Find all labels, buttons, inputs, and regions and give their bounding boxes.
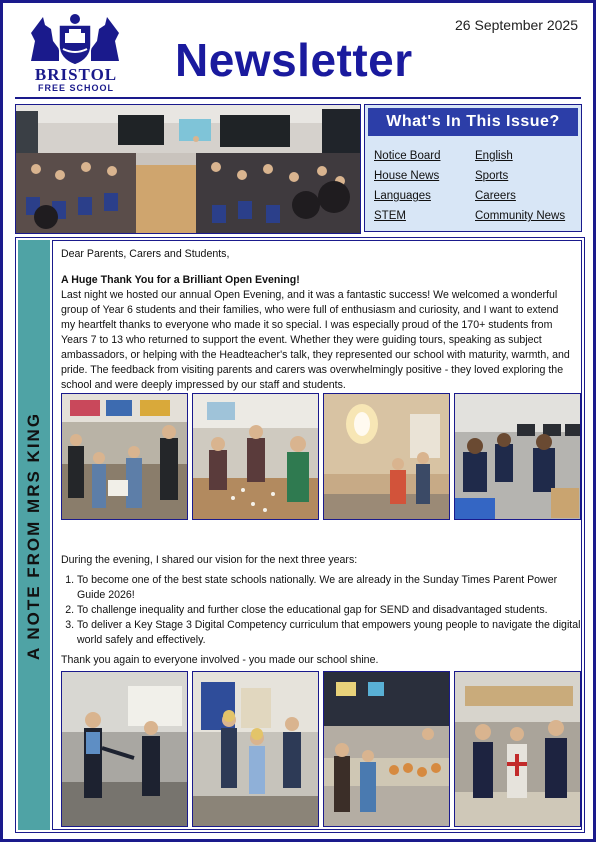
toc-link-stem[interactable]: STEM [374,210,406,222]
toc-link-english[interactable]: English [475,150,513,162]
photo-flame-demo [323,393,450,520]
header-divider [15,97,581,99]
vision-item-2: 2. To challenge inequality and further close the educational gap for SEND and disadvantaged students. [77,603,587,618]
note-side-title: A NOTE FROM MRS KING [24,411,43,661]
note-side-banner [18,240,50,830]
school-name: BRISTOL [34,65,118,84]
note-body: Last night we hosted our annual Open Evening, and it was a fantastic success! We welcomed a wonderful group of Year 6 students and their families, who were full of enthusiasm and curiosity, and I want to extend my heartfelt thanks to everyone who made it so special. I was especially proud of the 170+ students from Years 7 to 13 who returned to support the event. Whether they were guiding tours, speaking as subject ambassadors, or helping with the Headteacher's talk, they represented our school with maturity, warmth, and pride. The feedback from visiting parents and carers was overwhelmingly positive - they loved exploring the school and were deeply impressed by our staff and students. [61,289,570,391]
toc-link-notice-board[interactable]: Notice Board [374,150,441,162]
photo-stall-visitors [61,393,188,520]
note-heading: A Huge Thank You for a Brilliant Open Evening! [61,274,300,286]
toc-link-community-news[interactable]: Community News [475,210,566,222]
note-closing: Thank you again to everyone involved - you made our school shine. [61,654,379,666]
photo-demonstration [61,671,188,827]
open-evening-hall-photo [15,104,361,234]
school-subname: FREE SCHOOL [37,83,114,93]
vision-list [61,573,587,648]
table-of-contents [364,104,582,232]
newsletter-title: Newsletter [175,34,413,86]
toc-link-languages[interactable]: Languages [374,190,431,202]
vision-item-1: 1. To become one of the best state schools nationally. We are already in the Sunday Times Parent Power Guide 2026! [77,573,587,603]
photo-science-table [192,393,319,520]
photo-history-stall [454,671,581,827]
photo-display-boards [192,671,319,827]
vision-item-3: 3. To deliver a Key Stage 3 Digital Competency curriculum that empowers young people to navigate the digital world safely and effectively. [77,618,587,648]
school-crest-icon [25,11,125,67]
photo-food-counter [323,671,450,827]
note-content [52,240,582,830]
toc-link-house-news[interactable]: House News [374,170,440,182]
note-greeting: Dear Parents, Carers and Students, [61,248,230,260]
toc-link-careers[interactable]: Careers [475,190,516,202]
issue-date: 26 September 2025 [455,17,578,33]
headteacher-note-section [15,237,585,833]
toc-link-sports[interactable]: Sports [475,170,509,182]
photo-computer-room [454,393,581,520]
vision-intro: During the evening, I shared our vision for the next three years: [61,554,358,566]
school-logo [15,11,133,95]
toc-heading: What's In This Issue? [368,108,578,136]
